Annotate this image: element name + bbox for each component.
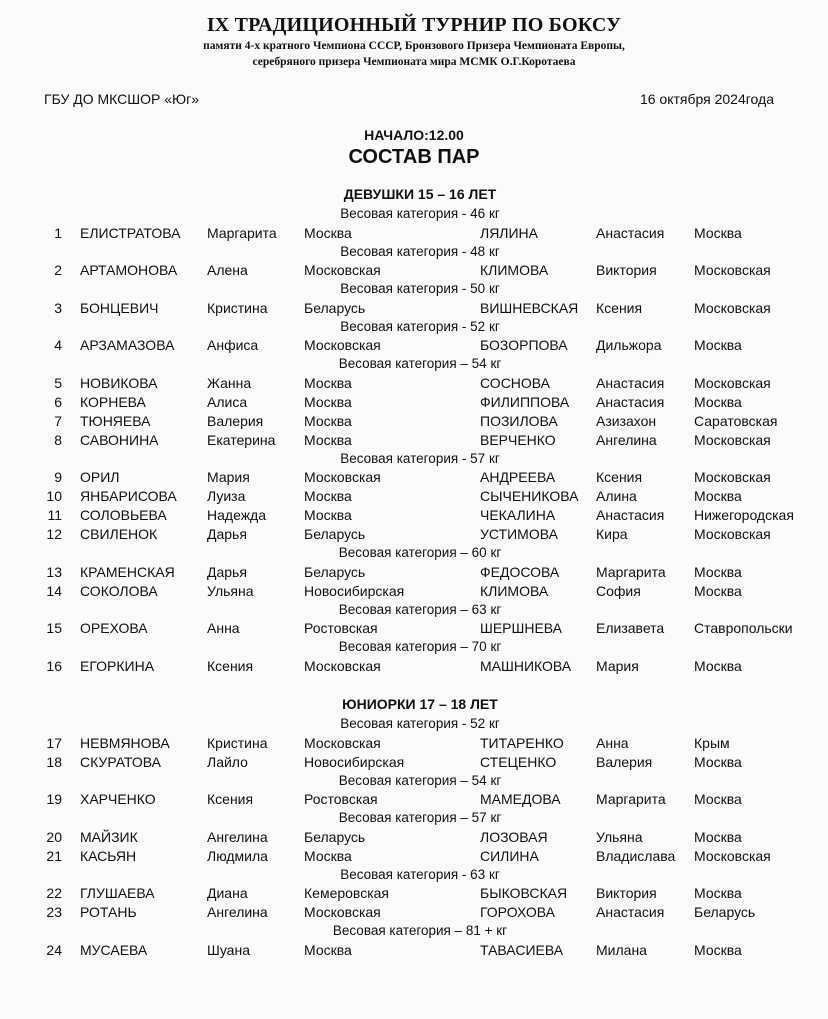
boxer1-name: Лайло: [207, 753, 248, 770]
boxer2-region: Московская: [694, 526, 771, 542]
weight-category-label: Весовая категория – 60 кг: [338, 545, 502, 560]
pair-number: 19: [46, 791, 62, 807]
boxer1-surname: СВИЛЕНОК: [80, 526, 158, 542]
document-title: IX ТРАДИЦИОННЫЙ ТУРНИР ПО БОКСУ: [206, 14, 622, 36]
boxer2-surname: СИЛИНА: [480, 847, 539, 864]
pair-row: [0, 488, 828, 507]
pair-row: [0, 375, 828, 394]
boxer1-region: Москва: [304, 393, 352, 410]
weight-category-label: Весовая категория – 81 + кг: [332, 923, 508, 938]
boxer2-name: Ксения: [596, 299, 643, 316]
pair-row: [0, 225, 828, 244]
pair-number: 14: [46, 582, 62, 599]
pair-number: 15: [46, 620, 62, 636]
boxer2-region: Московская: [694, 299, 771, 316]
boxer2-name: Анастасия: [596, 374, 665, 391]
boxer1-name: Маргарита: [207, 224, 277, 241]
boxer1-region: Новосибирская: [304, 753, 405, 770]
boxer2-surname: ФЕДОСОВА: [480, 563, 560, 580]
boxer2-surname: ЧЕКАЛИНА: [480, 507, 556, 523]
boxer2-surname: ТИТАРЕНКО: [480, 734, 564, 751]
boxer2-name: Анастасия: [596, 224, 665, 241]
boxer2-surname: БОЗОРПОВА: [480, 337, 568, 353]
pair-number: 21: [46, 847, 62, 864]
weight-category-label: Весовая категория - 52 кг: [340, 318, 500, 334]
boxer2-surname: УСТИМОВА: [480, 526, 558, 542]
event-date: 16 октября 2024года: [639, 91, 774, 107]
boxer2-region: Москва: [694, 828, 742, 845]
boxer2-surname: БЫКОВСКАЯ: [480, 885, 568, 901]
boxer2-surname: АНДРЕЕВА: [480, 469, 556, 485]
pair-row: [0, 394, 828, 413]
boxer1-region: Москва: [304, 431, 352, 448]
boxer1-name: Людмила: [207, 847, 268, 864]
boxer2-name: София: [596, 582, 641, 599]
boxer1-surname: ЕГОРКИНА: [80, 657, 155, 674]
boxer1-surname: КРАМЕНСКАЯ: [80, 563, 175, 580]
boxer1-name: Анна: [207, 620, 240, 636]
boxer1-region: Кемеровская: [304, 885, 390, 901]
boxer2-region: Москва: [694, 488, 742, 504]
pair-number: 6: [54, 393, 62, 410]
boxer1-region: Московская: [304, 469, 381, 485]
boxer1-region: Москва: [304, 224, 352, 241]
boxer1-name: Диана: [207, 885, 248, 901]
weight-category-label: Весовая категория - 57 кг: [340, 450, 500, 466]
boxer1-surname: ОРИЛ: [80, 469, 120, 485]
boxer1-name: Ангелина: [207, 904, 268, 920]
boxer2-region: Московская: [694, 847, 771, 864]
pair-row: [0, 413, 828, 432]
boxer1-region: Москва: [304, 847, 352, 864]
boxer2-region: Крым: [694, 734, 730, 751]
boxer2-surname: СЫЧЕНИКОВА: [480, 488, 579, 504]
pair-number: 7: [54, 412, 62, 429]
boxer1-surname: МУСАЕВА: [80, 941, 148, 958]
boxer2-region: Московская: [694, 469, 771, 485]
pair-number: 18: [46, 753, 62, 770]
pair-row: [0, 583, 828, 602]
boxer2-region: Москва: [694, 337, 742, 353]
boxer1-surname: ГЛУШАЕВА: [80, 885, 155, 901]
pair-row: [0, 507, 828, 526]
boxer2-region: Беларусь: [694, 904, 756, 920]
boxer1-surname: АРЗАМАЗОВА: [80, 337, 175, 353]
pair-number: 17: [46, 734, 62, 751]
boxer2-region: Саратовская: [694, 412, 778, 429]
boxer2-region: Москва: [694, 753, 742, 770]
boxer1-region: Москва: [304, 507, 352, 523]
boxer1-surname: МАЙЗИК: [80, 828, 138, 845]
pair-row: [0, 942, 828, 961]
boxer2-region: Ставропольски: [694, 620, 793, 636]
boxer1-surname: СОЛОВЬЕВА: [80, 507, 167, 523]
boxer1-surname: РОТАНЬ: [80, 904, 137, 920]
boxer2-name: Маргарита: [596, 563, 666, 580]
boxer1-region: Московская: [304, 657, 381, 674]
pair-row: [0, 658, 828, 677]
pair-number: 22: [46, 885, 62, 901]
start-time: НАЧАЛО:12.00: [364, 127, 464, 143]
pair-number: 20: [46, 828, 62, 845]
boxer1-region: Московская: [304, 337, 381, 353]
weight-category-label: Весовая категория – 54 кг: [338, 356, 502, 371]
boxer2-name: Виктория: [596, 885, 657, 901]
boxer1-name: Ульяна: [207, 582, 254, 599]
boxer1-name: Луиза: [207, 488, 246, 504]
pair-row: [0, 620, 828, 639]
pair-row: [0, 300, 828, 319]
boxer2-surname: СТЕЦЕНКО: [480, 753, 557, 770]
boxer1-region: Московская: [304, 904, 381, 920]
pair-number: 24: [46, 941, 62, 958]
pair-number: 2: [54, 262, 62, 278]
boxer1-surname: БОНЦЕВИЧ: [80, 299, 159, 316]
boxer2-region: Москва: [694, 582, 742, 599]
boxer1-region: Московская: [304, 734, 381, 751]
boxer1-name: Анфиса: [207, 337, 259, 353]
boxer2-surname: ЛОЗОВАЯ: [480, 828, 548, 845]
boxer2-surname: ВИШНЕВСКАЯ: [480, 299, 579, 316]
pair-number: 1: [54, 224, 62, 241]
boxer2-name: Владислава: [596, 847, 676, 864]
weight-category-label: Весовая категория - 48 кг: [340, 243, 500, 259]
weight-category-label: Весовая категория – 54 кг: [338, 772, 502, 788]
boxer1-name: Дарья: [207, 563, 247, 580]
boxer2-region: Нижегородская: [694, 507, 794, 523]
boxer1-name: Екатерина: [207, 431, 276, 448]
boxer1-name: Шуана: [207, 941, 250, 958]
boxer1-surname: СОКОЛОВА: [80, 582, 158, 599]
pair-row: [0, 262, 828, 281]
pair-row: [0, 337, 828, 356]
boxer2-surname: ШЕРШНЕВА: [480, 620, 562, 636]
boxer1-surname: ЯНБАРИСОВА: [80, 488, 177, 504]
boxer2-surname: СОСНОВА: [480, 374, 551, 391]
boxer1-region: Беларусь: [304, 526, 366, 542]
boxer2-region: Москва: [694, 885, 742, 901]
boxer1-name: Мария: [207, 469, 250, 485]
boxer2-surname: ВЕРЧЕНКО: [480, 431, 556, 448]
boxer1-region: Ростовская: [304, 791, 378, 807]
boxer2-name: Анастасия: [596, 904, 665, 920]
pair-number: 8: [54, 431, 62, 448]
pair-number: 3: [54, 299, 62, 316]
age-group-title: ЮНИОРКИ 17 – 18 ЛЕТ: [342, 696, 498, 712]
pair-row: [0, 754, 828, 773]
boxer2-region: Москва: [694, 791, 742, 807]
boxer2-surname: КЛИМОВА: [480, 582, 549, 599]
weight-category-label: Весовая категория - 50 кг: [340, 281, 500, 296]
pair-number: 16: [46, 657, 62, 674]
weight-category-label: Весовая категория - 46 кг: [340, 206, 500, 221]
boxer2-name: Алина: [596, 488, 637, 504]
boxer1-region: Ростовская: [304, 620, 378, 636]
boxer2-surname: МАШНИКОВА: [480, 657, 572, 674]
weight-category-label: Весовая категория - 52 кг: [340, 716, 500, 731]
pair-number: 10: [46, 488, 62, 504]
boxer1-name: Дарья: [207, 526, 247, 542]
pair-number: 12: [46, 526, 62, 542]
boxer1-surname: АРТАМОНОВА: [80, 262, 178, 278]
boxer1-region: Москва: [304, 941, 352, 958]
boxer2-region: Московская: [694, 262, 771, 278]
weight-category-label: Весовая категория – 63 кг: [338, 601, 502, 617]
boxer2-name: Ксения: [596, 469, 643, 485]
boxer1-region: Новосибирская: [304, 582, 405, 599]
boxer1-surname: КОРНЕВА: [80, 393, 146, 410]
weight-category-label: Весовая категория – 57 кг: [338, 810, 502, 825]
boxer1-surname: ОРЕХОВА: [80, 620, 148, 636]
boxer2-surname: ГОРОХОВА: [480, 904, 555, 920]
pair-row: [0, 885, 828, 904]
boxer1-surname: ХАРЧЕНКО: [80, 791, 156, 807]
organization-name: ГБУ ДО МКСШОР «Юг»: [44, 91, 200, 107]
boxer1-surname: НЕВМЯНОВА: [80, 734, 170, 751]
pair-number: 9: [54, 469, 62, 485]
boxer2-name: Маргарита: [596, 791, 666, 807]
age-group-title: ДЕВУШКИ 15 – 16 ЛЕТ: [343, 186, 497, 202]
boxer2-name: Анна: [596, 734, 629, 751]
boxer1-name: Ксения: [207, 657, 254, 674]
boxer1-surname: САВОНИНА: [80, 431, 159, 448]
pair-number: 23: [46, 904, 62, 920]
boxer1-surname: НОВИКОВА: [80, 374, 158, 391]
boxer1-name: Надежда: [207, 507, 267, 523]
boxer1-region: Беларусь: [304, 299, 366, 316]
pair-number: 13: [46, 563, 62, 580]
boxer1-name: Валерия: [207, 412, 264, 429]
boxer1-name: Жанна: [207, 374, 252, 391]
weight-category-label: Весовая категория – 70 кг: [338, 639, 502, 654]
pair-number: 11: [47, 507, 62, 523]
boxer1-surname: СКУРАТОВА: [80, 753, 161, 770]
boxer2-region: Москва: [694, 563, 742, 580]
boxer2-region: Москва: [694, 657, 742, 674]
pair-row: [0, 904, 828, 923]
pair-row: [0, 564, 828, 583]
pair-row: [0, 848, 828, 867]
boxer1-name: Ангелина: [207, 828, 268, 845]
boxer1-name: Кристина: [207, 734, 268, 751]
boxer1-region: Москва: [304, 488, 352, 504]
pairs-heading: СОСТАВ ПАР: [348, 146, 480, 168]
boxer2-name: Елизавета: [596, 620, 665, 636]
boxer1-region: Москва: [304, 412, 352, 429]
pair-row: [0, 735, 828, 754]
boxer2-name: Ульяна: [596, 828, 643, 845]
boxer2-region: Московская: [694, 431, 771, 448]
boxer2-surname: ЛЯЛИНА: [480, 224, 538, 241]
boxer2-surname: ФИЛИППОВА: [480, 393, 570, 410]
boxer1-region: Беларусь: [304, 828, 366, 845]
pair-row: [0, 829, 828, 848]
boxer2-name: Азизахон: [596, 412, 657, 429]
boxer2-name: Кира: [596, 526, 628, 542]
pair-row: [0, 791, 828, 810]
boxer1-name: Алена: [207, 262, 248, 278]
boxer2-name: Ангелина: [596, 431, 657, 448]
pair-number: 4: [54, 337, 62, 353]
pair-row: [0, 526, 828, 545]
boxer1-surname: ЕЛИСТРАТОВА: [80, 224, 181, 241]
boxer1-surname: ТЮНЯЕВА: [80, 412, 151, 429]
boxer2-name: Анастасия: [596, 507, 665, 523]
boxer2-surname: ТАВАСИЕВА: [480, 941, 564, 958]
boxer2-region: Москва: [694, 224, 742, 241]
boxer2-name: Дильжора: [596, 337, 662, 353]
boxer1-name: Алиса: [207, 393, 248, 410]
boxer2-surname: КЛИМОВА: [480, 262, 549, 278]
pair-row: [0, 432, 828, 451]
boxer1-surname: КАСЬЯН: [80, 847, 137, 864]
boxer2-name: Милана: [596, 941, 647, 958]
document-subtitle-line2: серебряного призера Чемпионата мира МСМК О.Г.Коротаева: [252, 56, 576, 68]
pair-number: 5: [54, 374, 62, 391]
boxer1-name: Кристина: [207, 299, 268, 316]
boxer2-region: Москва: [694, 941, 742, 958]
boxer2-name: Мария: [596, 657, 639, 674]
boxer1-region: Москва: [304, 374, 352, 391]
weight-category-label: Весовая категория - 63 кг: [340, 866, 500, 882]
boxer1-region: Московская: [304, 262, 381, 278]
boxer2-region: Московская: [694, 374, 771, 391]
boxer2-name: Анастасия: [596, 393, 665, 410]
boxer2-region: Москва: [694, 393, 742, 410]
boxer2-surname: ПОЗИЛОВА: [480, 412, 558, 429]
boxer2-surname: МАМЕДОВА: [480, 791, 561, 807]
boxer2-name: Виктория: [596, 262, 657, 278]
boxer1-name: Ксения: [207, 791, 254, 807]
pair-row: [0, 469, 828, 488]
boxer1-region: Беларусь: [304, 563, 366, 580]
boxer2-name: Валерия: [596, 753, 653, 770]
document-subtitle-line1: памяти 4-х кратного Чемпиона СССР, Бронзового Призера Чемпионата Европы,: [203, 40, 625, 52]
